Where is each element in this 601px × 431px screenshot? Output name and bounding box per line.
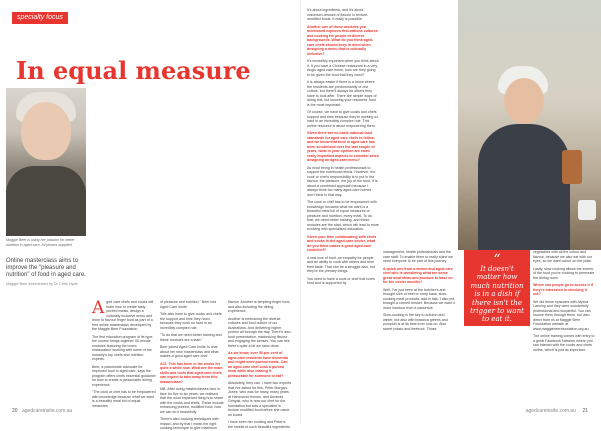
maggie-beer-kitchen-photo <box>458 0 601 250</box>
paragraph <box>92 300 156 332</box>
left-page <box>0 0 300 430</box>
paragraph: The cook or chef has to be empowered with knowledge because what we want is a beautiful meal full of equal measures of pleasure and nutrition, every meal. To do that, we need better training, and these modules are the start, which will lead to more evolving with specialised education. <box>307 200 379 231</box>
article-dek: Online masterclass aims to improve the "pleasure and nutrition" of food in aged care. <box>6 258 86 278</box>
page-number: 21 <box>582 408 588 414</box>
paragraph: Beer joined Aged Care Insite to chat about her new masterclass and what makes a good aged care chef. <box>160 345 219 358</box>
interview-question: As we know, over 50 per cent of aged-care residents have dementia and might need pureed meals. Can an aged-care chef cook a pureed meal while also making it pleasurable for someone to eat? <box>228 351 288 378</box>
paragraph: Lastly, slow cooking allows the scents of the food you're cooking to permeate the dining room. <box>533 266 595 280</box>
paragraph: "We also have to give cooks and chefs the support and time they need, because they work so hard in an incredibly complex role. <box>160 312 222 330</box>
paragraph: MB: After doing masterclasses face to face for five to six years, we realised that the most important thing is to share with the cooks and chefs. These include enhancing puréed, modified food, how we can do it beautifully. <box>160 387 224 414</box>
paragraph: Slow-cooking is the key to autumn and winter, but also with brassica greens and pumpkin is at its best from now on. Also sweet potato and beetroot. Those <box>383 313 448 331</box>
paragraph: It is always easier if there is a home where the residents are predominantly of one culture, but there'll always be others they have to look after. There are simple ways of doing this, but knowing your residents' food is the most important. <box>307 80 377 107</box>
paragraph: I have seen her cooking and Peter's: the smells of such beautiful ingredients. <box>228 420 291 429</box>
article-column-2 <box>160 300 224 430</box>
photo-caption: Maggie Beer is using her passion for better nutrition in aged care. All photos supplied. <box>6 238 75 247</box>
paragraph: "To do that we need better training and these modules are a start." <box>160 333 222 342</box>
article-column-2 <box>383 250 455 412</box>
interview-question: Given there are no basic national food standards for aged care chefs to follow, and we know that food in aged care has been scrutinised over the last couple of years, what in your opinion are some really important aspects to consider when designing an aged-care menu? <box>307 131 379 162</box>
article-column-1 <box>92 300 156 410</box>
paragraph: "The cook or chef has to be empowered with knowledge because what we want is a beautiful meal full of equal measures <box>92 390 156 408</box>
headline: In equal measure <box>16 56 251 85</box>
article-column-3 <box>228 300 292 429</box>
paragraph: The first education program of its type, the course brings together 30-minute modules featuring the iconic restaurateur working with some of the industry's top chefs and nutrition experts. <box>92 334 154 361</box>
section-tab: specialty focus <box>12 12 68 24</box>
paragraph: management, health professionals and the care staff. To enable them to really shine we need everyone to be part of this journey. <box>383 250 453 263</box>
paragraph: Beer, a passionate advocate for improved food in aged care, says the program offers chefs essential guidance on how to create a pleasurable dining experience. <box>92 364 156 387</box>
byline: Maggie Beer interviewed by Dr Chris Hyde <box>6 282 78 286</box>
paragraph: We did these episodes with Alyssa Lanning and they were wonderfully professional and wonderful. You can source them through them, but also direct from us at Maggie Beer Foundation website at www.maggiebeerfoundation.org.au. <box>533 299 591 331</box>
paragraph: Of course, we have to give cooks and chefs support and time because they're working so hard in an incredibly complex role. This online resource is about empowering them. <box>307 110 379 128</box>
paragraph: of pleasure and nutrition," Beer told Aged Care Insite. <box>160 300 217 309</box>
maggie-beer-photo <box>6 88 86 236</box>
paragraph: It's incredibly important when you think about it. If you have a Chinese restaurant in a very Anglo aged care home, how are they going to be given the food that they need? <box>307 59 379 77</box>
drop-cap: A <box>92 298 105 318</box>
paragraph: There's also cooking techniques with impact, and by that I mean the right cooking technique to give maximum <box>160 417 219 430</box>
paragraph-text: ged care chefs and cooks will learn how to create tasty puréed meals, design a culturally inclusive menu and learn to flavour finger food as part of a free online masterclass developed by the Maggie Beer Foundation. <box>92 300 154 331</box>
right-page <box>300 0 600 424</box>
footer-url: agedcareinsite.com.au <box>22 408 73 414</box>
paragraph: As most being in health professionals to support the nutritional needs. However, the cook or chef's responsibility is to put in the flavour, the pleasure, the joy of the food. It is about a combined approach because I always think too many aged-care homes don't think in that way. <box>307 165 378 197</box>
interview-question: Given your time collaborating with chefs and cooks in the aged-care sector, what do you think makes a good aged-care cook/chef? <box>307 234 377 252</box>
paragraph: It's about ingredients, and it's about maximum amount of flavour in texture-modified foods. It really is possible. <box>307 8 369 21</box>
pull-quote-text: It doesn't matter how much nutrition is in a dish if there isn't the trigger to want to eat it. <box>470 265 524 324</box>
paragraph: Well, I've just been at the butcher's and brought slim of beef or rump base, slow-cooking meat products, add in fats. I also put brought a corned brisket. Because we want it more luscious from a casserole. <box>383 287 455 310</box>
paragraph: A real love of food, an empathy for people and an ability to cook with others and tune their taste. That can be a struggle also, but they're the primary things. <box>307 255 376 273</box>
interview-question: A quick one from a viewer and aged-care chef who is wondering what are some great meal ideas and produce to base on for the cooler months? <box>383 266 453 284</box>
interview-question: Where can people go to access it if they're interested in checking it out? <box>533 283 593 296</box>
pull-quote <box>464 250 530 326</box>
footer-url: agedcareinsite.com.au <box>525 408 576 414</box>
paragraph: flavour. Another is tempting finger food, and also including the dining experience. <box>228 300 291 313</box>
paragraph: vegetables with all the colour and flavour, because we also eat with our eyes, so we want colour on the plate. <box>533 250 593 263</box>
page-number: 20 <box>12 408 18 414</box>
paragraph: The online training comes with entry to a great Facebook Network where you can interact with the cooks and chefs online, which is just as important. <box>533 334 595 352</box>
quote-mark-icon: “ <box>493 252 501 268</box>
interview-question: Another one of these modules you mentioned explores first-nations cultures and cooking for people of diverse backgrounds. What do you think aged-care chefs should keep in mind when designing a menu that is culturally inclusive? <box>307 24 378 56</box>
paragraph: Another is embracing the diverse cultures and food culture of our Australians. And delivering higher protein all through the day. There's also food presentation, maximising flavour and engaging the senses. You can see there's quite a bit we have done. <box>228 316 291 348</box>
paragraph: You need to have a cook or chef that loves food and is supported by <box>307 276 375 285</box>
paragraph: Absolutely, they can. I have two experts that I've asked for this: Peter Morgan-Jones, who was for many, many years at Hammond Homes, and Amanda Grinyak, who is now our chef for the foundation but was a specialist in texture modified food before she came on board. <box>228 381 292 417</box>
article-column-1 <box>307 8 379 412</box>
interview-question: ACI: This has been in the works for quite a while now. What are the main skills and tools that aged care chefs can expect to take away from this masterclass? <box>160 361 223 384</box>
article-column-3 <box>533 250 595 412</box>
